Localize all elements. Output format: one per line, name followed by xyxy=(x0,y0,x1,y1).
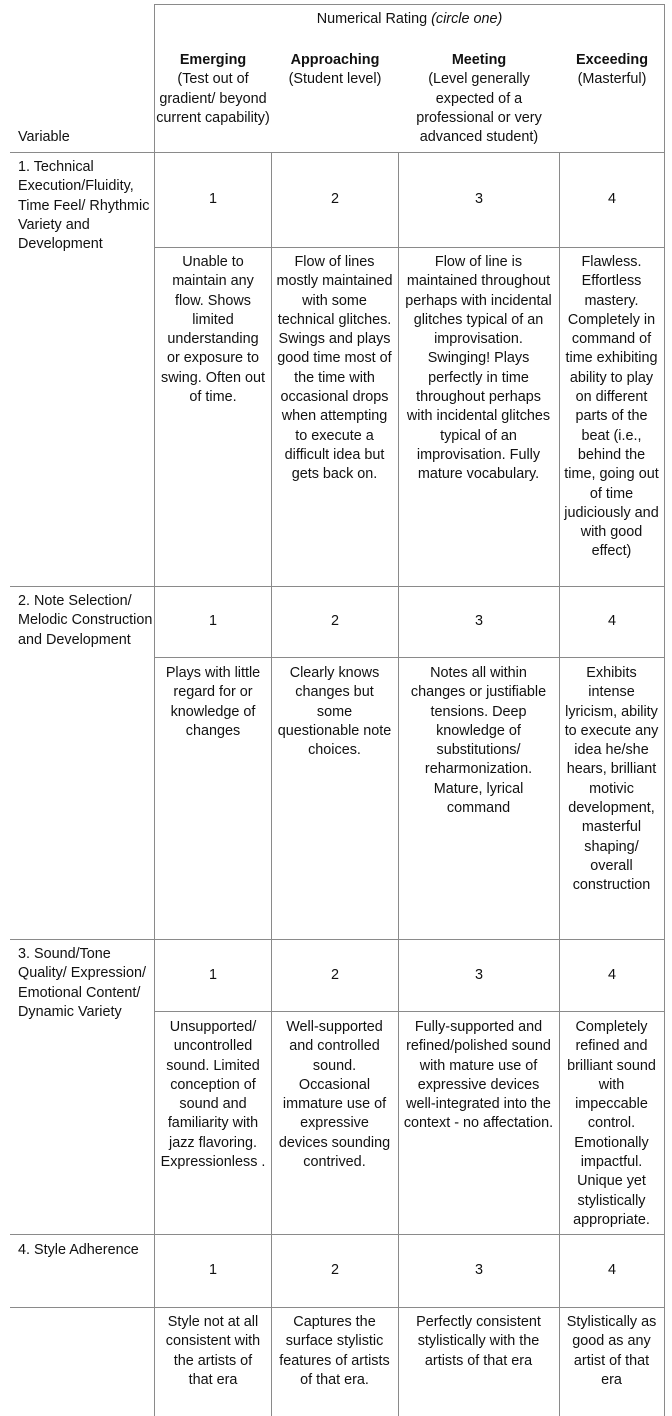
rating-4[interactable]: 4 xyxy=(607,966,616,983)
variable-column-heading: Variable xyxy=(18,129,70,145)
description-exceeding: Completely refined and brilliant sound with impeccable control. Emotionally impactful. Unique yet stylistically appropriate. xyxy=(567,1019,656,1228)
variable-note-selection: 2. Note Selection/ Melodic Construction and Development xyxy=(18,593,153,648)
level-description: (Student level) xyxy=(288,71,382,88)
rating-3[interactable]: 3 xyxy=(474,966,483,983)
level-name: Approaching xyxy=(290,52,380,68)
description-emerging: Style not at all consistent with the artists of that era xyxy=(165,1314,261,1388)
rating-3[interactable]: 3 xyxy=(474,613,483,630)
description-emerging: Unsupported/ uncontrolled sound. Limited conception of sound and familiarity with jazz flavoring. Expressionless . xyxy=(160,1019,266,1171)
description-approaching: Flow of lines mostly maintained with some technical glitches. Swings and plays good time most of the time with occasional drops when attempting to execute a difficult idea but gets back on. xyxy=(276,254,393,483)
rating-1[interactable]: 1 xyxy=(208,613,217,630)
level-name: Meeting xyxy=(451,52,507,68)
rating-3[interactable]: 3 xyxy=(474,191,483,208)
numerical-rating-label: Numerical Rating xyxy=(316,11,428,27)
rating-4[interactable]: 4 xyxy=(607,613,616,630)
description-meeting: Flow of line is maintained throughout perhaps with incidental glitches typical of an improvisation. Swinging! Plays perfectly in time throughout perhaps with incidental glitches typical of an improvisation. Fully mature vocabulary. xyxy=(405,254,552,483)
description-exceeding: Exhibits intense lyricism, ability to execute any idea he/she hears, brilliant motivic development, masterful shaping/ overall construction xyxy=(564,665,659,894)
description-emerging: Unable to maintain any flow. Shows limited understanding or exposure to swing. Often out of time. xyxy=(161,254,265,406)
rating-4[interactable]: 4 xyxy=(607,191,616,208)
level-description: (Masterful) xyxy=(577,71,647,88)
level-name: Exceeding xyxy=(576,52,648,68)
level-name: Emerging xyxy=(179,52,247,68)
description-approaching: Well-supported and controlled sound. Occasional immature use of expressive devices sounding contrived. xyxy=(278,1019,391,1171)
level-description: (Test out of gradient/ beyond current capability) xyxy=(156,71,270,126)
variable-sound-tone: 3. Sound/Tone Quality/ Expression/ Emotional Content/ Dynamic Variety xyxy=(18,946,146,1020)
level-header-emerging xyxy=(155,51,271,128)
description-meeting: Notes all within changes or justifiable tensions. Deep knowledge of substitutions/ reharmonization. Mature, lyrical command xyxy=(410,665,547,817)
rating-2[interactable]: 2 xyxy=(330,191,339,208)
description-meeting: Perfectly consistent stylistically with the artists of that era xyxy=(416,1314,541,1369)
description-emerging: Plays with little regard for or knowledge of changes xyxy=(165,665,261,739)
level-description: (Level generally expected of a professional or very advanced student) xyxy=(416,71,542,146)
numerical-rating-heading xyxy=(155,10,664,29)
level-header-exceeding xyxy=(560,51,664,90)
circle-one-note: (circle one) xyxy=(431,11,503,27)
rating-2[interactable]: 2 xyxy=(330,1262,339,1279)
rating-2[interactable]: 2 xyxy=(330,613,339,630)
description-meeting: Fully-supported and refined/polished sound with mature use of expressive devices well-integrated into the context - no affectation. xyxy=(403,1019,554,1132)
rating-4[interactable]: 4 xyxy=(607,1262,616,1279)
description-exceeding: Flawless. Effortless mastery. Completely in command of time exhibiting ability to play on different parts of the beat (i.e., behind the time, going out of time judiciously and with good effect) xyxy=(564,254,659,560)
level-header-meeting xyxy=(400,51,558,147)
rating-1[interactable]: 1 xyxy=(208,191,217,208)
level-header-approaching xyxy=(272,51,398,90)
description-exceeding: Stylistically as good as any artist of that era xyxy=(566,1314,657,1388)
rating-2[interactable]: 2 xyxy=(330,966,339,983)
variable-technical-execution: 1. Technical Execution/Fluidity, Time Feel/ Rhythmic Variety and Development xyxy=(18,159,150,253)
rating-1[interactable]: 1 xyxy=(208,966,217,983)
description-approaching: Clearly knows changes but some questionable note choices. xyxy=(277,665,392,759)
variable-style-adherence: 4. Style Adherence xyxy=(18,1242,139,1258)
rating-3[interactable]: 3 xyxy=(474,1262,483,1279)
description-approaching: Captures the surface stylistic features of artists of that era. xyxy=(279,1314,390,1388)
rating-1[interactable]: 1 xyxy=(208,1262,217,1279)
